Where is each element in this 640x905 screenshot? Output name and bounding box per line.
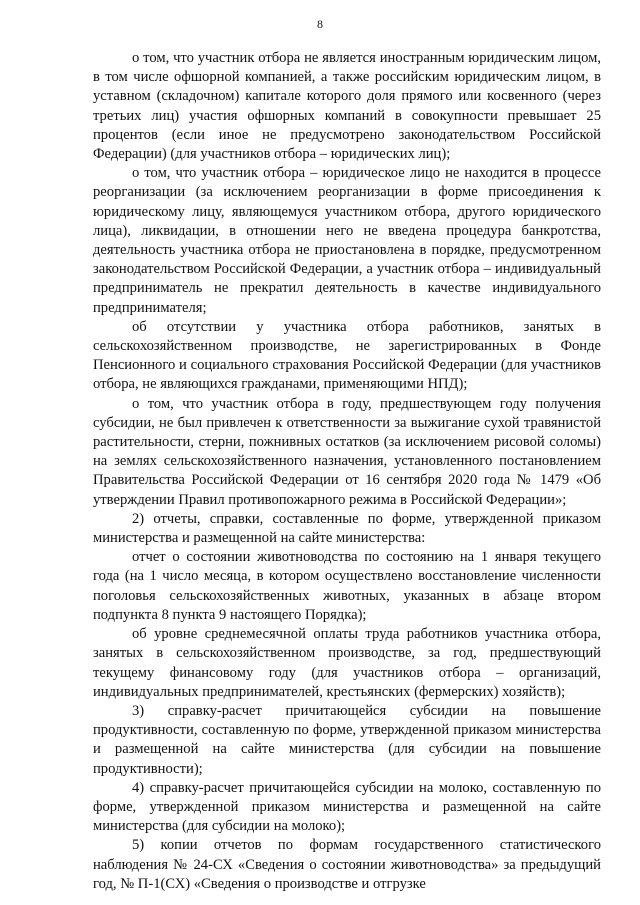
paragraph-unregistered-workers: об отсутствии у участника отбора работников, занятых в сельскохозяйственном производстве, не зарегистрированных в Фонде Пенсионного и социального страхования Российской Федерации (для участников отбора, не являющихся гражданами, применяющими НПД); [93,318,601,393]
paragraph-statistics-copies: 5) копии отчетов по формам государственного статистического наблюдения № 24-СХ «Сведения о состоянии животноводства» за предыдущий год, № П-1(СХ) «Сведения о производстве и отгрузке [93,837,601,892]
paragraph-wage-level: об уровне среднемесячной оплаты труда работников участника отбора, занятых в сельскохозяйственном производстве, за год, предшествующий текущему финансовому году (для участников отбора – организаций, индивидуальных предпринимателей, крестьянских (фермерских) хозяйств); [93,626,601,700]
document-body [93,49,601,894]
paragraph-productivity-calc: 3) справку-расчет причитающейся субсидии на повышение продуктивности, составленную по форме, утвержденной приказом министерства и размещенной на сайте министерства (для субсидии на повышение продуктивности); [93,702,601,777]
paragraph-burning-liability: о том, что участник отбора в году, предшествующем году получения субсидии, не был привлечен к ответственности за выжигание сухой травянистой растительности, стерни, пожнивных остатков (за исключением рисовой соломы) на землях сельскохозяйственного назначения, установленного постановлением Правительства Российской Федерации от 16 сентября 2020 года № 1479 «Об утверждении Правил противопожарного режима в Российской Федерации»; [93,395,601,508]
paragraph-offshore: о том, что участник отбора не является иностранным юридическим лицом, в том числе офшорной компанией, а также российским юридическим лицом, в уставном (складочном) капитале которого доля прямого или косвенного (через третьих лиц) участия офшорных компаний в совокупности превышает 25 процентов (если иное не предусмотрено законодательством Российской Федерации) (для участников отбора – юридических лиц); [93,50,601,163]
paragraph-livestock-report: отчет о состоянии животноводства по состоянию на 1 января текущего года (на 1 число месяца, в котором осуществлено восстановление численности поголовья сельскохозяйственных животных, указанных в абзаце втором подпункта 8 пункта 9 настоящего Порядка); [93,549,601,623]
paragraph-reports: 2) отчеты, справки, составленные по форме, утвержденной приказом министерства и размещенной на сайте министерства: [93,510,601,547]
page-number: 8 [317,17,323,31]
paragraph-milk-calc: 4) справку-расчет причитающейся субсидии на молоко, составленную по форме, утвержденной приказом министерства и размещенной на сайте министерства (для субсидии на молоко); [93,779,601,835]
paragraph-reorganization: о том, что участник отбора – юридическое лицо не находится в процессе реорганизации (за исключением реорганизации в форме присоединения к юридическому лицу, являющемуся участником отбора, другого юридического лица), ликвидации, в отношении него не введена процедура банкротства, деятельность участника отбора не приостановлена в порядке, предусмотренном законодательством Российской Федерации, а участник отбора – индивидуальный предприниматель не прекратил деятельность в качестве индивидуального предпринимателя; [93,165,601,316]
